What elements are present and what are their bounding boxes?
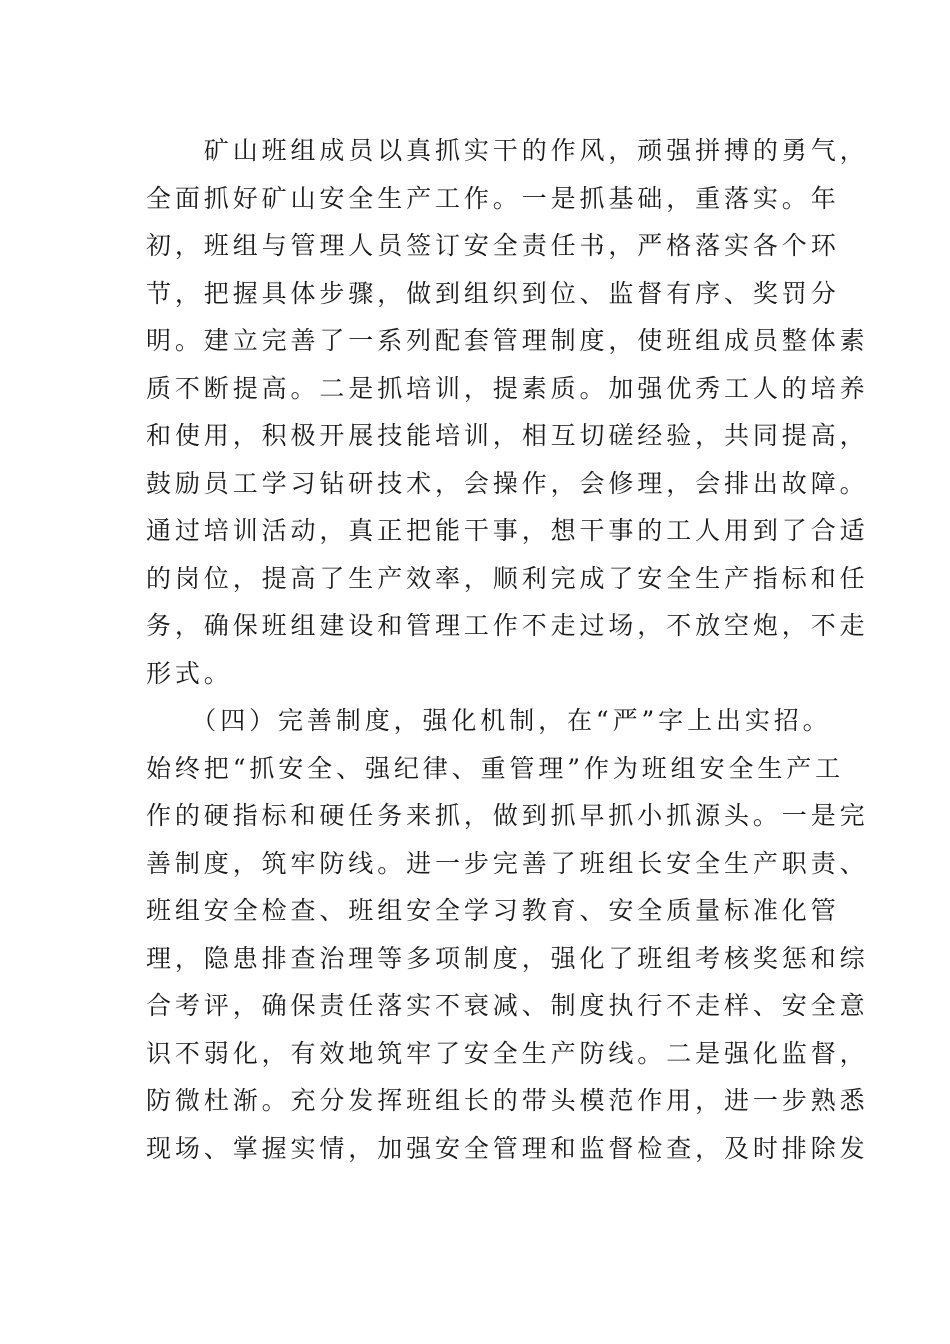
text-line: 合考评，确保责任落实不衰减、制度执行不走样、安全意	[146, 991, 869, 1020]
text-line: 务，确保班组建设和管理工作不走过场，不放空炮，不走	[146, 611, 869, 640]
text-line: 明。建立完善了一系列配套管理制度，使班组成员整体素	[146, 326, 869, 355]
text-line: 作的硬指标和硬任务来抓，做到抓早抓小抓源头。一是完	[146, 801, 869, 830]
paragraph-mining-team	[146, 127, 869, 697]
text-line: 矿山班组成员以真抓实干的作风，顽强拼搏的勇气，	[146, 136, 869, 165]
text-line: 班组安全检查、班组安全学习教育、安全质量标准化管	[146, 896, 840, 925]
text-line: 善制度，筑牢防线。进一步完善了班组长安全生产职责、	[146, 848, 869, 878]
text-line: 初，班组与管理人员签订安全责任书，严格落实各个环	[146, 231, 840, 260]
text-line: 防微杜渐。充分发挥班组长的带头模范作用，进一步熟悉	[146, 1086, 869, 1115]
text-line: 现场、掌握实情，加强安全管理和监督检查，及时排除发	[146, 1133, 869, 1163]
text-line: 鼓励员工学习钻研技术，会操作，会修理，会排出故障。	[146, 468, 869, 498]
text-line: 和使用，积极开展技能培训，相互切磋经验，共同提高，	[146, 421, 869, 450]
text-line: 质不断提高。二是抓培训，提素质。加强优秀工人的培养	[146, 373, 869, 403]
text-line: 识不弱化，有效地筑牢了安全生产防线。二是强化监督，	[146, 1038, 869, 1068]
text-line: 全面抓好矿山安全生产工作。一是抓基础，重落实。年	[146, 183, 840, 213]
text-line: 始终把“抓安全、强纪律、重管理”作为班组安全生产工	[146, 753, 845, 783]
text-line: 形式。	[146, 658, 233, 688]
text-line: 节，把握具体步骤，做到组织到位、监督有序、奖罚分	[146, 278, 840, 308]
text-line: 理，隐患排查治理等多项制度，强化了班组考核奖惩和综	[146, 943, 869, 973]
document-body	[146, 127, 869, 1172]
section-heading-line: （四）完善制度，强化机制，在“严”字上出实招。	[146, 706, 832, 735]
paragraph-section-four	[146, 697, 869, 1172]
text-line: 的岗位，提高了生产效率，顺利完成了安全生产指标和任	[146, 563, 869, 593]
text-line: 通过培训活动，真正把能干事，想干事的工人用到了合适	[146, 516, 869, 545]
